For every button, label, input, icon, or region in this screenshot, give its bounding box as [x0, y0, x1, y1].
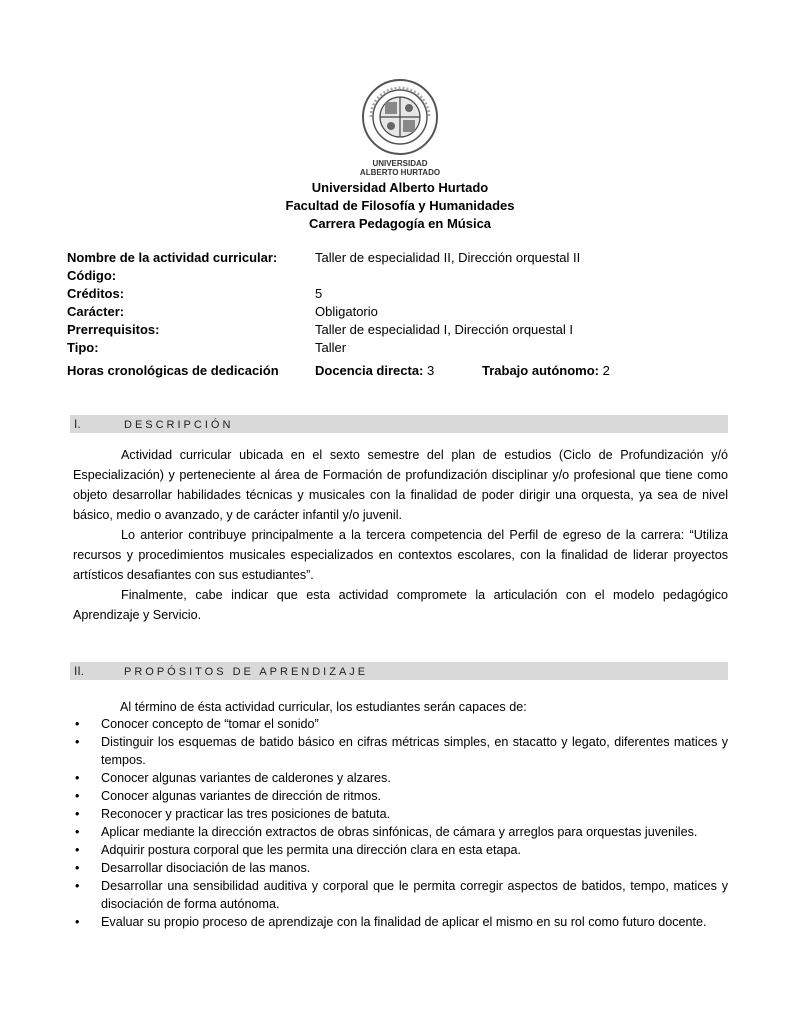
- section-title: PROPÓSITOS DE APRENDIZAJE: [124, 666, 369, 678]
- info-row-code: [67, 267, 727, 285]
- list-item: [73, 841, 728, 859]
- list-item-text: Conocer concepto de “tomar el sonido”: [101, 717, 319, 731]
- list-item-text: Desarrollar una sensibilidad auditiva y corporal que le permita corregir aspectos de batidos, tempo, matices y disociación de forma autónoma.: [101, 879, 728, 911]
- list-item-text: Desarrollar disociación de las manos.: [101, 861, 311, 875]
- info-value: Obligatorio: [315, 304, 378, 319]
- description-paragraph: Finalmente, cabe indicar que esta actividad compromete la articulación con el modelo pedagógico Aprendizaje y Servicio.: [73, 588, 728, 622]
- bullet-icon: •: [75, 915, 80, 929]
- section-header-purposes: [70, 662, 728, 680]
- info-row-credits: [67, 285, 727, 303]
- info-label: Carácter:: [67, 304, 125, 319]
- list-item: [73, 787, 728, 805]
- section-number: II.: [74, 664, 85, 678]
- list-item-text: Distinguir los esquemas de batido básico en cifras métricas simples, en stacatto y legato, diferentes matices y tempos.: [101, 735, 728, 767]
- info-value: Taller de especialidad II, Dirección orquestal II: [315, 250, 581, 265]
- bullet-icon: •: [75, 825, 80, 839]
- info-row-name: [67, 249, 727, 267]
- bullet-icon: •: [75, 717, 80, 731]
- list-item: [73, 733, 728, 769]
- info-label: Tipo:: [67, 340, 99, 355]
- info-value: [315, 267, 727, 285]
- list-item-text: Aplicar mediante la dirección extractos de obras sinfónicas, de cámara y arreglos para orquestas juveniles.: [101, 825, 698, 839]
- list-item: [73, 805, 728, 823]
- info-label: Prerrequisitos:: [67, 322, 160, 337]
- logo-line-2: ALBERTO HURTADO: [359, 168, 441, 177]
- info-value: Taller: [315, 340, 347, 355]
- faculty-name: Facultad de Filosofía y Humanidades: [285, 198, 515, 213]
- bullet-icon: •: [75, 735, 80, 749]
- list-item: [73, 769, 728, 787]
- list-item-text: Evaluar su propio proceso de aprendizaje con la finalidad de aplicar el mismo en su rol como futuro docente.: [101, 915, 707, 929]
- section-header-description: [70, 415, 728, 433]
- purposes-list: [73, 715, 728, 931]
- list-item-text: Reconocer y practicar las tres posiciones de batuta.: [101, 807, 391, 821]
- direct-teaching: [315, 362, 482, 380]
- info-value: Taller de especialidad I, Dirección orquestal I: [315, 322, 573, 337]
- list-item: [73, 859, 728, 877]
- hours-label: Horas cronológicas de dedicación: [67, 363, 279, 378]
- bullet-icon: •: [75, 861, 80, 875]
- list-item-text: Adquirir postura corporal que les permita una dirección clara en esta etapa.: [101, 843, 522, 857]
- info-row-type: [67, 339, 727, 357]
- university-name: Universidad Alberto Hurtado: [311, 180, 489, 195]
- direct-teaching-label: Docencia directa:: [315, 363, 424, 378]
- bullet-icon: •: [75, 771, 80, 785]
- list-item: [73, 877, 728, 913]
- list-item-text: Conocer algunas variantes de dirección de ritmos.: [101, 789, 382, 803]
- description-paragraph: Actividad curricular ubicada en el sexto semestre del plan de estudios (Ciclo de Profundización y/ó Especialización) y perteneciente al área de Formación de profundización disciplinar y/o profesional que tiene como objeto desarrollar habilidades técnicas y musicales con la finalidad de poder dirigir una orquesta, ya sea de nivel básico, medio o avanzado, y de carácter infantil y/o juvenil.: [73, 448, 728, 522]
- list-item: [73, 823, 728, 841]
- list-item: [73, 715, 728, 733]
- list-item-text: Conocer algunas variantes de calderones y alzares.: [101, 771, 391, 785]
- autonomous-work-label: Trabajo autónomo:: [482, 363, 599, 378]
- autonomous-work: [482, 362, 610, 380]
- career-name: Carrera Pedagogía en Música: [308, 216, 492, 231]
- section-title: DESCRIPCIÓN: [124, 419, 234, 431]
- description-body: [73, 445, 728, 625]
- info-label: Código:: [67, 268, 117, 283]
- purposes-intro: Al término de ésta actividad curricular, los estudiantes serán capaces de:: [120, 700, 527, 714]
- university-seal-icon: [361, 78, 439, 156]
- course-info-table: [67, 249, 727, 357]
- info-label: Créditos:: [67, 286, 125, 301]
- info-row-prerequisites: [67, 321, 727, 339]
- bullet-icon: •: [75, 789, 80, 803]
- info-label: Nombre de la actividad curricular:: [67, 250, 278, 265]
- direct-teaching-value: 3: [427, 363, 435, 378]
- info-row-character: [67, 303, 727, 321]
- description-paragraph: Lo anterior contribuye principalmente a la tercera competencia del Perfil de egreso de la carrera: “Utiliza recursos y procedimientos musicales especializados en contextos escolares, con la finalidad de liderar proyectos artísticos desafiantes con sus estudiantes”.: [73, 528, 728, 582]
- list-item: [73, 913, 728, 931]
- section-number: I.: [74, 417, 81, 431]
- university-logo: [355, 78, 445, 177]
- bullet-icon: •: [75, 807, 80, 821]
- info-value: 5: [315, 286, 323, 301]
- hours-row: [67, 362, 727, 380]
- bullet-icon: •: [75, 843, 80, 857]
- logo-line-1: UNIVERSIDAD: [372, 159, 428, 168]
- autonomous-work-value: 2: [602, 363, 610, 378]
- bullet-icon: •: [75, 879, 80, 893]
